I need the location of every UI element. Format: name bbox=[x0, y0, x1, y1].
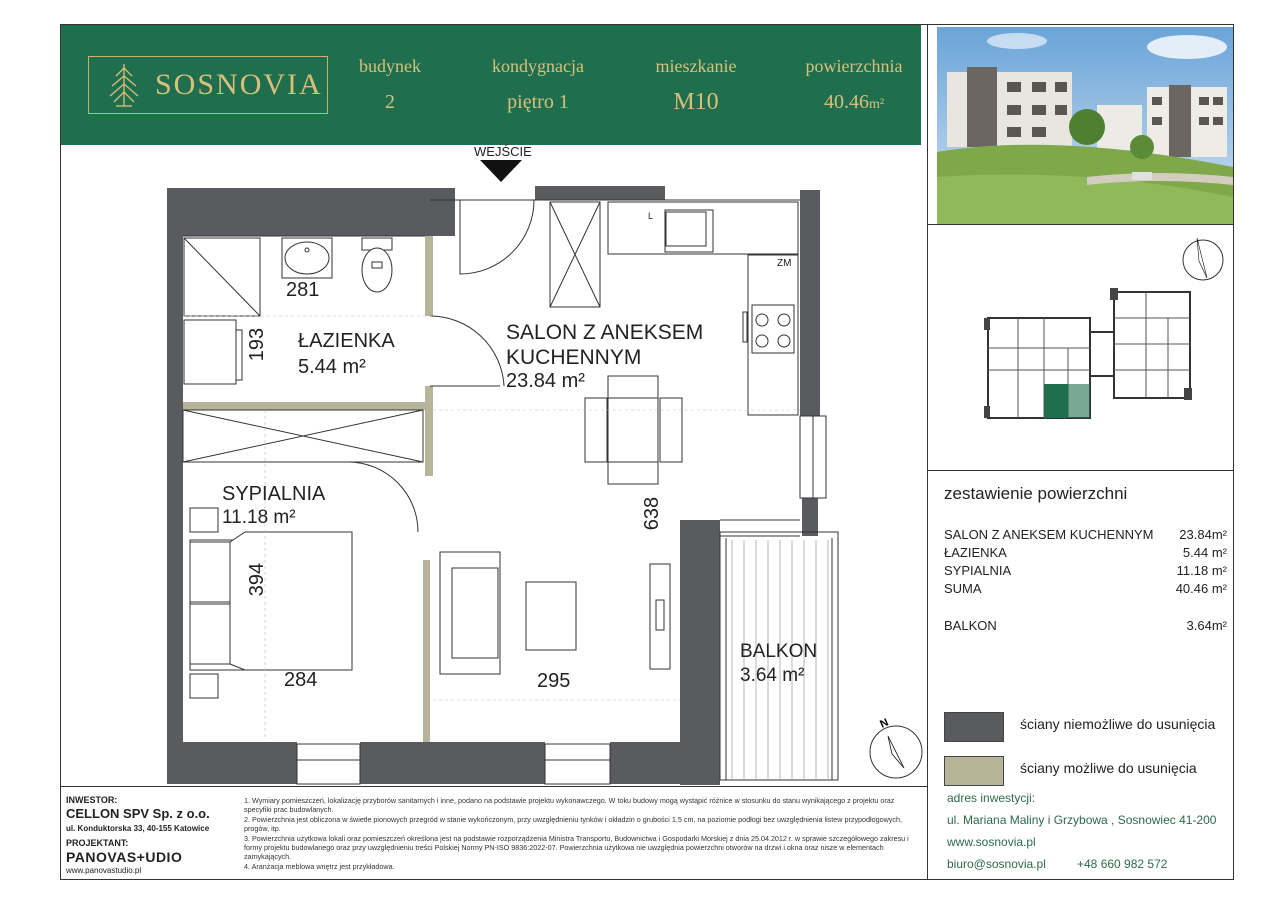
footnote-1: 1. Wymiary pomieszczeń, lokalizację przyborów sanitarnych i inne, podano na podstawie projektu wykonawczego. W toku budowy mogą wystąpić różnice w stosunku do stanu wynikającego z projektu oraz specyfiki prac budowlanych. bbox=[244, 796, 895, 814]
compass-icon bbox=[866, 716, 926, 782]
area-unit: m² bbox=[868, 97, 885, 112]
floor-value: piętro 1 bbox=[507, 91, 569, 113]
logo-text: SOSNOVIA bbox=[155, 68, 323, 101]
dim-281: 281 bbox=[286, 279, 320, 301]
salon-name-2: KUCHENNYM bbox=[506, 346, 642, 369]
apartment-column bbox=[640, 56, 752, 116]
phone-number[interactable]: +48 660 982 572 bbox=[1077, 857, 1168, 871]
keyplan-compass-icon bbox=[1178, 230, 1228, 282]
footnote-2: 2. Powierzchnia jest obliczona w świetle pionowych przegród w stanie wykończonym, przy uwzględnieniu tynków i okładzin o grubości 1,5 cm, na poziomie podłogi bez uwzględnienia listew przypodłogowych, progów, itp. bbox=[244, 815, 902, 833]
summary-balcony-name: BALKON bbox=[944, 618, 997, 633]
building-value: 2 bbox=[385, 91, 395, 113]
divider-footer bbox=[61, 786, 927, 787]
building-key-plan bbox=[984, 288, 1194, 428]
summary-balcony-value: 3.64m² bbox=[1186, 618, 1227, 633]
floor-column bbox=[478, 56, 598, 114]
compass-n-label: N bbox=[878, 716, 891, 731]
summary-row-value: 40.46 m² bbox=[1175, 581, 1227, 596]
apartment-value: M10 bbox=[673, 89, 719, 115]
salon-area: 23.84 m² bbox=[506, 370, 585, 392]
footnotes bbox=[244, 796, 914, 872]
entrance-arrow-icon bbox=[480, 160, 522, 182]
area-label: powierzchnia bbox=[805, 56, 903, 76]
selected-apartment-marker bbox=[1044, 384, 1068, 418]
designer-name: PANOVAS+UDIO bbox=[66, 849, 183, 865]
legend-fixed-swatch bbox=[944, 712, 1004, 742]
footnote-4: 4. Aranżacja meblowa wnętrz jest przykładowa. bbox=[244, 862, 395, 871]
summary-row-value: 5.44 m² bbox=[1182, 545, 1227, 560]
building-column bbox=[345, 56, 435, 114]
designer-label: PROJEKTANT: bbox=[66, 838, 129, 848]
summary-title: zestawienie powierzchni bbox=[944, 484, 1128, 503]
bedroom-area: 11.18 m² bbox=[222, 507, 296, 528]
divider-photo bbox=[928, 224, 1234, 225]
dim-638: 638 bbox=[641, 496, 664, 531]
summary-row-name: SYPIALNIA bbox=[944, 563, 1012, 578]
column-divider bbox=[927, 25, 928, 880]
summary-row-salon bbox=[944, 527, 1227, 542]
summary-row-balcony bbox=[944, 618, 1227, 633]
legend-fixed-label: ściany niemożliwe do usunięcia bbox=[1020, 716, 1216, 732]
summary-row-name: SALON Z ANEKSEM KUCHENNYM bbox=[944, 527, 1154, 542]
divider-keyplan bbox=[928, 470, 1234, 471]
email-link[interactable]: biuro@sosnovia.pl bbox=[947, 857, 1046, 871]
building-label: budynek bbox=[359, 56, 421, 76]
investor-label: INWESTOR: bbox=[66, 795, 118, 805]
area-column bbox=[792, 56, 916, 114]
pine-tree-logo-icon bbox=[102, 60, 146, 110]
summary-row-bathroom bbox=[944, 545, 1227, 560]
dim-295: 295 bbox=[537, 670, 571, 692]
area-value-wrap bbox=[792, 91, 916, 114]
investor-address: ul. Konduktorska 33, 40-155 Katowice bbox=[66, 824, 210, 833]
summary-row-name: SUMA bbox=[944, 581, 982, 596]
l-label: L bbox=[648, 211, 654, 221]
footnote-3: 3. Powierzchnia użytkowa lokali oraz pomieszczeń określona jest na podstawie rozporządzenia Ministra Transportu, Budownictwa i Gospodarki Morskiej z dnia 25.04.2012 r. w sprawie szczegółowego zakresu i formy projektu budowlanego oraz przy uwzględnieniu treści Polskiej Normy PN-ISO 9836:2022-07. Powierzchnia użytkowa nie uwzględnia powierzchni otworów na drzwi i okna oraz nisze w elementach zamykających. bbox=[244, 834, 909, 861]
dim-394: 394 bbox=[246, 562, 269, 597]
salon-name-1: SALON Z ANEKSEM bbox=[506, 321, 704, 344]
dim-193: 193 bbox=[246, 327, 269, 362]
address-label: adres inwestycji: bbox=[947, 791, 1036, 805]
legend-removable-label: ściany możliwe do usunięcia bbox=[1020, 760, 1197, 776]
building-render-image bbox=[937, 27, 1233, 224]
dim-284: 284 bbox=[284, 669, 318, 691]
floor-label: kondygnacja bbox=[492, 56, 584, 76]
bedroom-name: SYPIALNIA bbox=[222, 483, 326, 505]
investor-name: CELLON SPV Sp. z o.o. bbox=[66, 806, 210, 821]
balcony-area: 3.64 m² bbox=[740, 665, 805, 686]
summary-row-bedroom bbox=[944, 563, 1227, 578]
address-text: ul. Mariana Maliny i Grzybowa , Sosnowiec 41-200 bbox=[947, 813, 1217, 827]
area-value: 40.46 bbox=[823, 91, 869, 113]
zm-label: ZM bbox=[777, 258, 792, 269]
summary-row-name: ŁAZIENKA bbox=[944, 545, 1007, 560]
floor-plan bbox=[160, 140, 860, 785]
entrance-label: WEJŚCIE bbox=[474, 144, 532, 159]
website-link[interactable]: www.sosnovia.pl bbox=[947, 835, 1036, 849]
designer-web[interactable]: www.panovastudio.pl bbox=[66, 866, 142, 875]
summary-row-value: 23.84m² bbox=[1179, 527, 1227, 542]
bathroom-area: 5.44 m² bbox=[298, 356, 366, 378]
balcony-name: BALKON bbox=[740, 641, 818, 662]
summary-row-total bbox=[944, 581, 1227, 596]
apartment-label: mieszkanie bbox=[655, 56, 737, 76]
summary-row-value: 11.18 m² bbox=[1176, 563, 1227, 578]
legend-removable-swatch bbox=[944, 756, 1004, 786]
bathroom-name: ŁAZIENKA bbox=[298, 330, 395, 352]
